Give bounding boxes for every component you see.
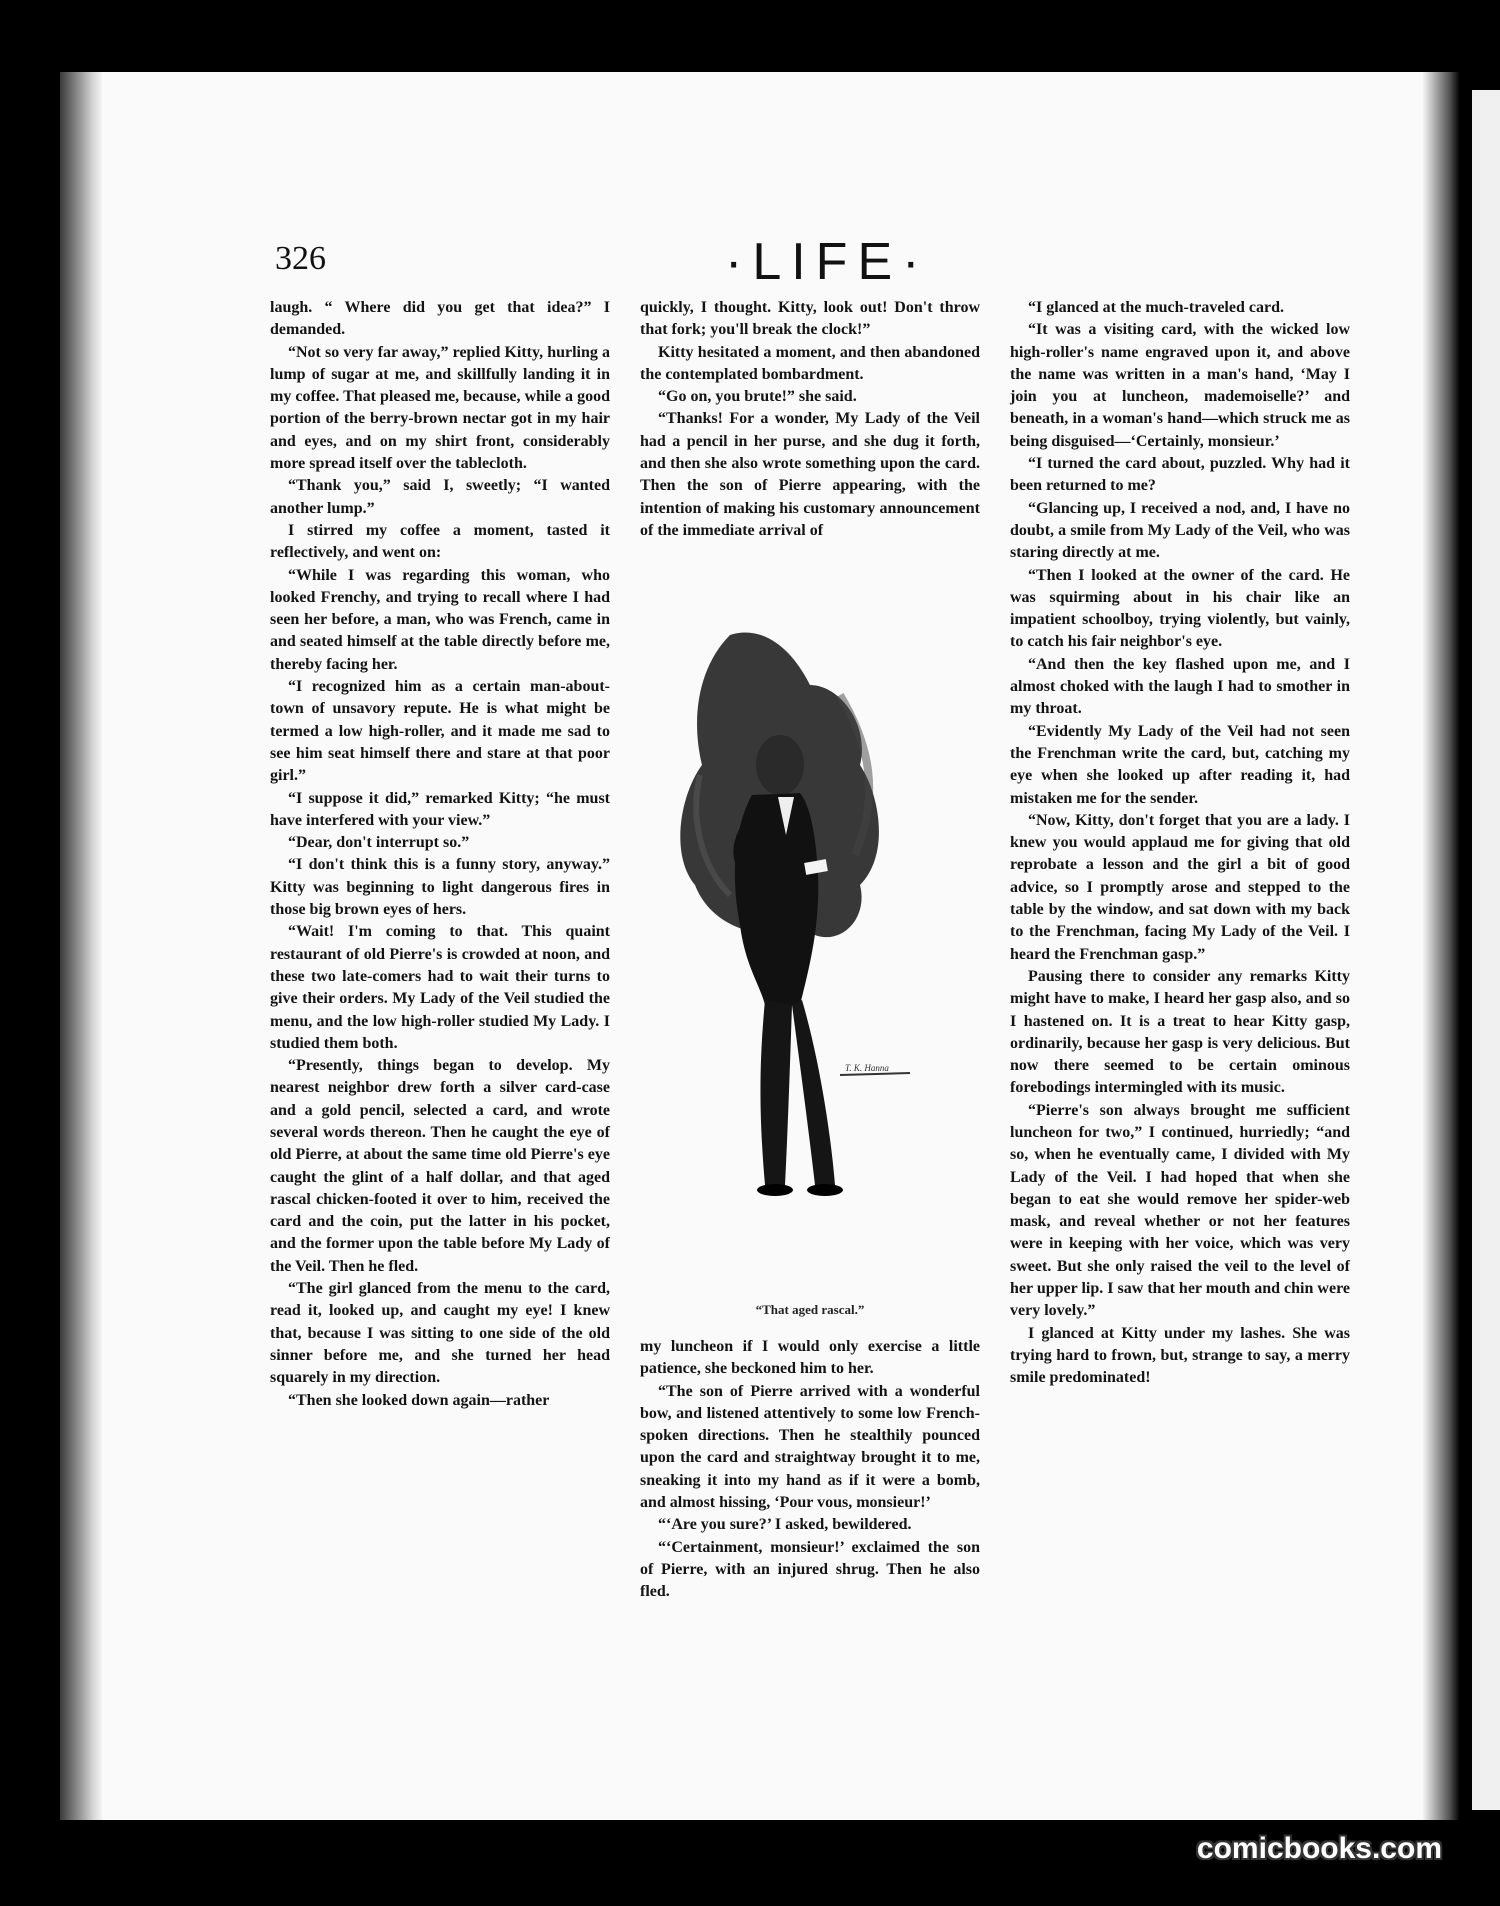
masthead-title: ·LIFE· [725,233,930,291]
paragraph: “Evidently My Lady of the Veil had not seen the Frenchman write the card, but, catching my eye when she looked up after reading it, had mistaken me for the sender. [1010,722,1350,807]
paragraph: Pausing there to consider any remarks Kitty might have to make, I heard her gasp also, and so I hastened on. It is a treat to hear Kitty gasp, ordinarily, because her gasp is very delicious. But now there seemed to be certain ominous forebodings intermingled with its music. [1010,967,1350,1097]
paragraph: “I glanced at the much-traveled card. [1028,299,1284,316]
paragraph: “Go on, you brute!” she said. [658,388,857,406]
article-column-1 [270,297,610,1412]
man-head [756,735,804,795]
adjacent-page-edge [1472,90,1500,1810]
paragraph: “And then the key flashed upon me, and I almost choked with the laugh I had to smother in my throat. [1010,655,1350,718]
paragraph: “I don't think this is a funny story, anyway.” Kitty was beginning to light dangerous fires in those big brown eyes of hers. [270,856,610,919]
paragraph: my luncheon if I would only exercise a little patience, she beckoned him to her. [640,1338,980,1378]
paragraph: “Then she looked down again—rather [288,1391,550,1409]
paragraph: Kitty hesitated a moment, and then abandoned the contemplated bombardment. [640,343,980,383]
illustration-aged-rascal [640,625,980,1275]
paragraph: “‘Certainment, monsieur!’ exclaimed the son of Pierre, with an injured shrug. Then he also fled. [640,1538,980,1601]
paragraph: “I turned the card about, puzzled. Why had it been returned to me? [1010,455,1350,495]
paragraph: I glanced at Kitty under my lashes. She was trying hard to frown, but, strange to say, a merry smile predominated! [1010,1324,1350,1387]
artist-signature: T. K. Hanna [845,1063,889,1073]
page-header [275,232,1275,292]
paragraph: I stirred my coffee a moment, tasted it reflectively, and went on: [270,521,610,562]
paragraph: “Thanks! For a wonder, My Lady of the Veil had a pencil in her purse, and she dug it forth, and then she also wrote something upon the card. Then the son of Pierre appearing, with the intention of making his customary announcement of the immediate arrival of [640,410,980,539]
paragraph: “‘Are you sure?’ I asked, bewildered. [658,1516,912,1534]
paragraph: “I suppose it did,” remarked Kitty; “he must have interfered with your view.” [270,789,610,829]
paragraph: “The son of Pierre arrived with a wonderful bow, and listened attentively to some low French-spoken directions. Then he stealthily pounced upon the card and straightway brought it to me, sneaking it into my hand as if it were a bomb, and almost hissing, ‘Pour vous, monsieur!’ [640,1382,980,1512]
paragraph: “It was a visiting card, with the wicked low high-roller's name engraved upon it, and above the name was written in a man's hand, ‘May I join you at luncheon, mademoiselle?’ and beneath, in a woman's hand—which struck me as being disguised—‘Certainly, monsieur.’ [1010,321,1350,450]
paragraph: “Wait! I'm coming to that. This quaint restaurant of old Pierre's is crowded at noon, and these two late-comers had to wait their turns to give their orders. My Lady of the Veil studied the menu, and the low high-roller studied My Lady. I studied them both. [270,923,610,1052]
paragraph: “Pierre's son always brought me sufficient luncheon for two,” I continued, hurriedly; “and so, when he eventually came, I divided with My Lady of the Veil. I had hoped that when she began to eat she would remove her spider-web mask, and reveal whether or not her features were in keeping with her voice, which was very sweet. But she only raised the veil to the level of her upper lip. I saw that her mouth and chin were very lovely.” [1010,1101,1350,1320]
paragraph: laugh. “ Where did you get that idea?” I demanded. [270,299,610,339]
paragraph: “Thank you,” said I, sweetly; “I wanted another lump.” [270,477,610,517]
paragraph: “While I was regarding this woman, who looked Frenchy, and trying to recall where I had seen her before, a man, who was French, came in and seated himself at the table directly before me, thereby facing her. [270,566,610,673]
paragraph: “Then I looked at the owner of the card. He was squirming about in his chair like an impatient schoolboy, trying violently, but vainly, to catch his fair neighbor's eye. [1010,566,1350,651]
article-column-3 [1010,297,1350,1390]
paragraph: quickly, I thought. Kitty, look out! Don't throw that fork; you'll break the clock!” [640,299,980,339]
article-column-2-top [640,297,980,542]
paragraph: “Glancing up, I received a nod, and, I have no doubt, a smile from My Lady of the Veil, who was staring directly at me. [1010,499,1350,562]
man-legs [760,1000,835,1185]
illustration-caption: “That aged rascal.” [755,1302,865,1317]
paragraph: “Dear, don't interrupt so.” [288,834,470,852]
paragraph: “The girl glanced from the menu to the card, read it, looked up, and caught my eye! I knew that, because I was sitting to one side of the old sinner before me, and she turned her head squarely in my direction. [270,1280,610,1387]
paragraph: “Presently, things began to develop. My nearest neighbor drew forth a silver card-case and a gold pencil, selected a card, and wrote several words thereon. Then he caught the eye of old Pierre, at about the same time old Pierre's eye caught the glint of a half dollar, and that aged rascal chicken-footed it over to him, received the card and the coin, put the latter in his pocket, and the former upon the table before My Lady of the Veil. Then he fled. [270,1057,610,1275]
paragraph: “I recognized him as a certain man-about-town of unsavory repute. He is what might be termed a low high-roller, and it made me sad to see him seat himself there and stare at that poor girl.” [270,678,610,785]
page-binding-shadow [60,72,102,1820]
page-number: 326 [275,240,326,277]
page-edge-shadow [1422,72,1464,1820]
paragraph: “Now, Kitty, don't forget that you are a lady. I knew you would applaud me for giving that old reprobate a lesson and the girl a bit of good advice, so I promptly arose and stepped to the table by the window, and sat down with my back to the Frenchman, facing My Lady of the Veil. I heard the Frenchman gasp.” [1010,811,1350,963]
watermark-logo: comicbooks.com [1196,1832,1442,1865]
article-column-2-bottom [640,1336,980,1604]
paragraph: “Not so very far away,” replied Kitty, hurling a lump of sugar at me, and skillfully landing it in my coffee. That pleased me, because, while a good portion of the berry-brown nectar got in my hair and eyes, and on my shirt front, considerably more spread itself over the tablecloth. [270,343,610,473]
